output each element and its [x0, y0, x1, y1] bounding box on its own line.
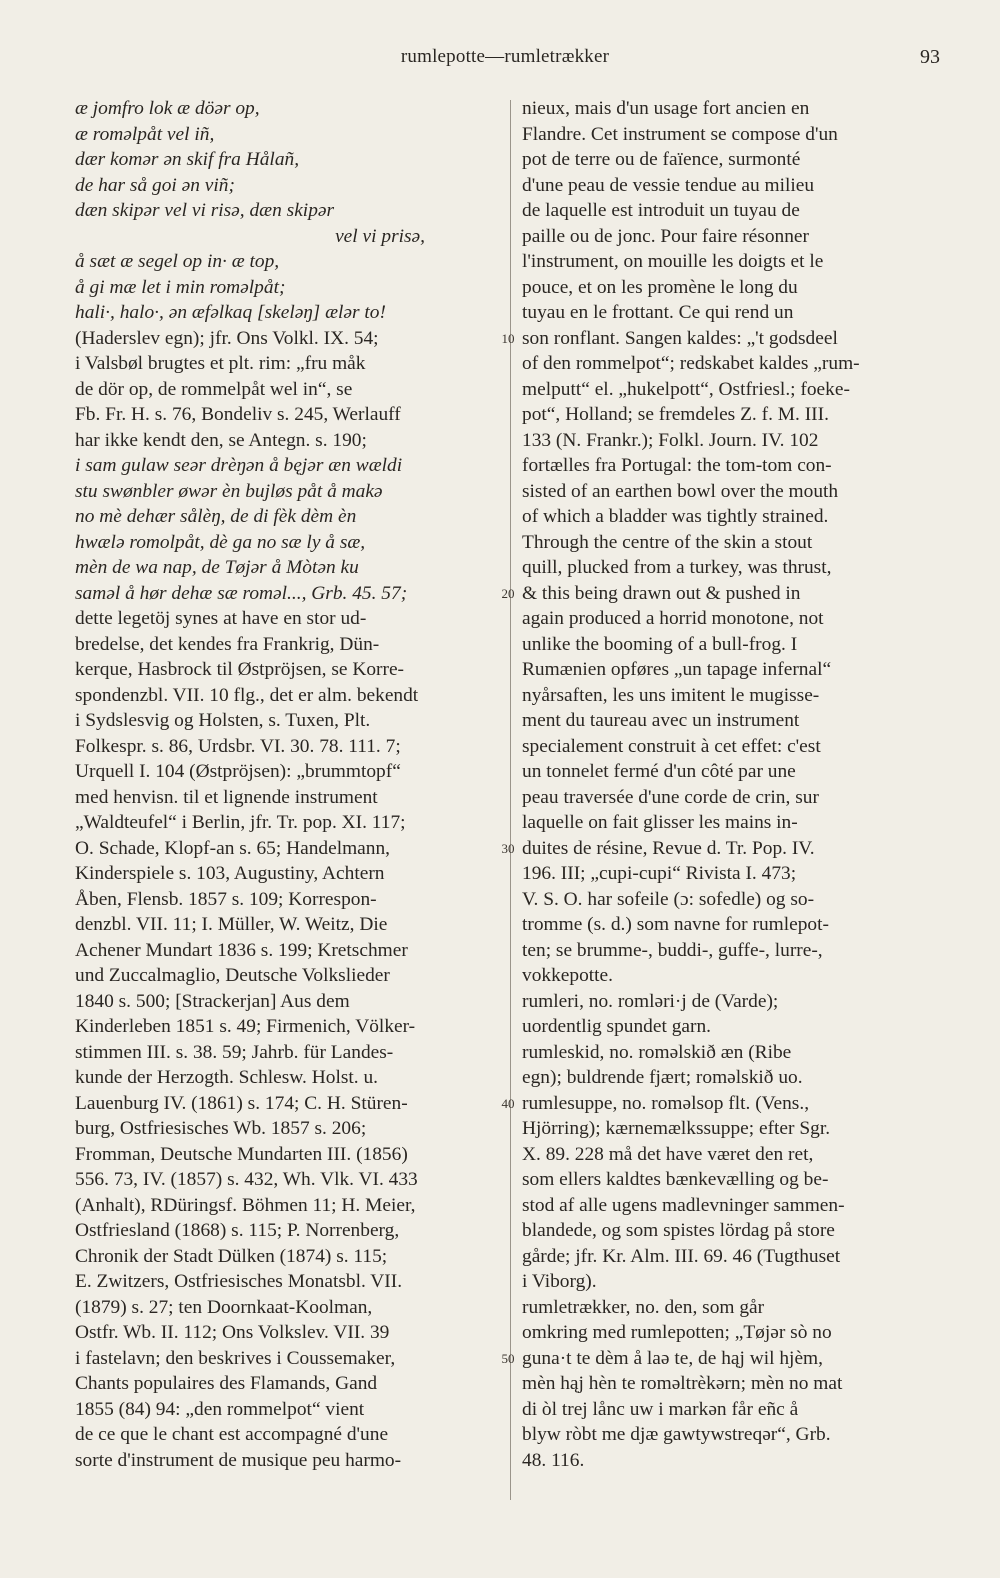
text-line: de laquelle est introduit un tuyau de	[522, 200, 800, 221]
text-line: dette legetöj synes at have en stor ud-	[75, 608, 367, 629]
text-line: blandede, og som spistes lördag på store	[522, 1220, 835, 1241]
text-line: hwælə romolpåt, dè ga no sæ ly å sæ,	[75, 531, 366, 553]
text-line: again produced a horrid monotone, not	[522, 608, 824, 629]
text-line: sorte d'instrument de musique peu harmo-	[75, 1449, 402, 1471]
text-line: laquelle on fait glisser les mains in-	[522, 812, 798, 833]
text-line: saməl å hør dehæ sæ roməl..., Grb. 45. 57;	[75, 582, 408, 604]
text-line: dær komər ən skif fra Hålañ,	[75, 149, 300, 170]
text-line: unlike the booming of a bull-frog. I	[522, 633, 798, 655]
text-line: å gi mæ let i min roməlpåt;	[75, 276, 286, 298]
text-line: O. Schade, Klopf-an s. 65; Handelmann,	[75, 837, 391, 859]
text-line: de dör op, de rommelpåt wel in“, se	[75, 378, 353, 400]
text-line: pouce, et on les promène le long du	[522, 276, 798, 298]
text-line: vokkepotte.	[522, 965, 614, 986]
text-line: stod af alle ugens madlevninger sammen-	[522, 1194, 845, 1216]
text-line: 1840 s. 500; [Strackerjan] Aus dem	[75, 990, 350, 1012]
text-line: rumleri, no. romləri·j de (Varde);	[522, 990, 779, 1012]
text-line: tromme (s. d.) som navne for rumlepot-	[522, 914, 829, 935]
line-number: 20	[501, 585, 515, 601]
text-line: Urquell I. 104 (Østpröjsen): „brummtopf“	[75, 761, 401, 782]
text-line: 196. III; „cupi-cupi“ Rivista I. 473;	[522, 863, 797, 884]
text-line: und Zuccalmaglio, Deutsche Volkslieder	[75, 965, 390, 986]
text-line: specialement construit à cet effet: c'est	[522, 735, 821, 757]
text-line: melputt“ el. „hukelpott“, Ostfriesl.; foeke-	[522, 378, 850, 400]
text-line: (Haderslev egn); jfr. Ons Volkl. IX. 54;	[75, 327, 379, 349]
text-line: blyw ròbt me djæ gawtywstreqər“, Grb.	[522, 1424, 831, 1445]
text-line: of which a bladder was tightly strained.	[522, 506, 829, 527]
text-line: Chronik der Stadt Dülken (1874) s. 115;	[75, 1245, 388, 1267]
text-line: fortælles fra Portugal: the tom-tom con-	[522, 455, 832, 476]
right-column	[522, 96, 942, 1473]
text-line: æ roməlpåt vel iñ,	[75, 123, 215, 145]
text-line: bredelse, det kendes fra Frankrig, Dün-	[75, 633, 380, 655]
text-line: duites de résine, Revue d. Tr. Pop. IV.	[522, 837, 815, 859]
text-line: spondenzbl. VII. 10 flg., det er alm. bekendt	[75, 684, 419, 706]
text-line: tuyau en le frottant. Ce qui rend un	[522, 302, 794, 323]
text-line: denzbl. VII. 11; I. Müller, W. Weitz, Die	[75, 914, 388, 935]
text-line: paille ou de jonc. Pour faire résonner	[522, 225, 809, 247]
text-line: Lauenburg IV. (1861) s. 174; C. H. Stüren-	[75, 1092, 408, 1114]
text-line: (Anhalt), RDüringsf. Böhmen 11; H. Meier,	[75, 1194, 416, 1216]
text-line: dæn skipər vel vi risə, dæn skipər	[75, 200, 335, 221]
text-line: of den rommelpot“; redskabet kaldes „rum-	[522, 353, 860, 374]
text-line: guna·t te dèm å laə te, de hąj wil hjèm,	[522, 1347, 823, 1369]
text-line: mèn de wa nap, de Tøjər å Mòtən ku	[75, 557, 359, 578]
text-line: X. 89. 228 må det have været den ret,	[522, 1143, 814, 1165]
text-line: i Valsbøl brugtes et plt. rim: „fru måk	[75, 353, 366, 374]
text-line: pot“, Holland; se fremdeles Z. f. M. III.	[522, 404, 829, 425]
text-line: Åben, Flensb. 1857 s. 109; Korrespon-	[75, 888, 377, 910]
text-line: 1855 (84) 94: „den rommelpot“ vient	[75, 1398, 365, 1420]
text-line: Achener Mundart 1836 s. 199; Kretschmer	[75, 939, 408, 961]
text-line: un tonnelet fermé d'un côté par une	[522, 761, 796, 782]
line-number: 30	[501, 840, 515, 856]
text-line: d'une peau de vessie tendue au milieu	[522, 174, 815, 196]
running-head: rumlepotte—rumletrækker	[400, 46, 610, 67]
text-line: med henvisn. til et lignende instrument	[75, 786, 378, 808]
text-line: Ostfr. Wb. II. 112; Ons Volkslev. VII. 39	[75, 1322, 390, 1343]
text-line: å sæt æ segel op in· æ top,	[75, 251, 280, 272]
text-line: vel vi prisə,	[335, 225, 425, 247]
text-line: Folkespr. s. 86, Urdsbr. VI. 30. 78. 111. 7;	[75, 735, 401, 757]
text-line: rumleskid, no. roməlskið æn (Ribe	[522, 1041, 792, 1063]
text-line: de ce que le chant est accompagné d'une	[75, 1424, 389, 1445]
text-line: rumlesuppe, no. roməlsop flt. (Vens.,	[522, 1092, 810, 1114]
text-line: stimmen III. s. 38. 59; Jahrb. für Landes-	[75, 1041, 394, 1063]
text-line: egn); buldrende fjært; roməlskið uo.	[522, 1067, 803, 1088]
page-header	[70, 46, 940, 76]
text-line: sisted of an earthen bowl over the mouth	[522, 480, 839, 502]
text-line: uordentlig spundet garn.	[522, 1016, 712, 1037]
text-line: Fromman, Deutsche Mundarten III. (1856)	[75, 1143, 408, 1165]
text-line: 556. 73, IV. (1857) s. 432, Wh. Vlk. VI. 433	[75, 1169, 418, 1190]
text-line: ten; se brumme-, buddi-, guffe-, lurre-,	[522, 939, 823, 961]
text-line: stu swønbler øwər èn bujløs påt å makə	[75, 480, 383, 502]
column-divider	[510, 100, 511, 1500]
text-line: (1879) s. 27; ten Doornkaat-Koolman,	[75, 1296, 373, 1318]
text-line: Kinderleben 1851 s. 49; Firmenich, Völker-	[75, 1016, 416, 1037]
text-line: i sam gulaw seər drèŋən å bęjər æn wældi	[75, 455, 403, 476]
text-line: i Viborg).	[522, 1271, 597, 1292]
left-column	[75, 96, 495, 1473]
text-line: Fb. Fr. H. s. 76, Bondeliv s. 245, Werlauff	[75, 404, 401, 425]
text-line: i fastelavn; den beskrives i Coussemaker,	[75, 1347, 396, 1369]
text-line: Hjörring); kærnemælkssuppe; efter Sgr.	[522, 1118, 831, 1139]
text-line: 133 (N. Frankr.); Folkl. Journ. IV. 102	[522, 429, 819, 451]
text-line: di òl trej lånc uw i markən får eñc å	[522, 1398, 799, 1420]
text-line: gårde; jfr. Kr. Alm. III. 69. 46 (Tugthuset	[522, 1245, 841, 1267]
text-line: Ostfriesland (1868) s. 115; P. Norrenberg,	[75, 1220, 400, 1241]
text-line: 48. 116.	[522, 1449, 585, 1471]
text-line: Chants populaires des Flamands, Gand	[75, 1373, 378, 1394]
text-line: „Waldteufel“ i Berlin, jfr. Tr. pop. XI. 117;	[75, 812, 406, 833]
text-line: nieux, mais d'un usage fort ancien en	[522, 98, 810, 119]
text-line: son ronflant. Sangen kaldes: „'t godsdeel	[522, 327, 838, 349]
text-line: de har så goi ən viñ;	[75, 174, 235, 196]
text-line: Flandre. Cet instrument se compose d'un	[522, 123, 838, 145]
text-line: omkring med rumlepotten; „Tøjər sò no	[522, 1322, 832, 1343]
text-line: V. S. O. har sofeile (ɔ: sofedle) og so-	[522, 888, 815, 910]
text-line: peau traversée d'une corde de crin, sur	[522, 786, 819, 808]
text-line: rumletrækker, no. den, som går	[522, 1296, 765, 1318]
text-line: i Sydslesvig og Holsten, s. Tuxen, Plt.	[75, 710, 371, 731]
page-number: 93	[920, 46, 940, 68]
text-line: & this being drawn out & pushed in	[522, 582, 801, 604]
text-line: ment du taureau avec un instrument	[522, 710, 800, 731]
text-line: æ jomfro lok æ döər op,	[75, 98, 260, 119]
text-line: Kinderspiele s. 103, Augustiny, Achtern	[75, 863, 385, 884]
text-line: kerque, Hasbrock til Østpröjsen, se Korre-	[75, 659, 405, 680]
text-line: burg, Ostfriesisches Wb. 1857 s. 206;	[75, 1118, 367, 1139]
text-line: hali·, halo·, ən æfəlkaq [skeləŋ] ælər to!	[75, 302, 386, 323]
text-line: quill, plucked from a turkey, was thrust,	[522, 557, 832, 578]
text-line: mèn hąj hèn te romәltrèkərn; mèn no mat	[522, 1373, 843, 1394]
text-line: E. Zwitzers, Ostfriesisches Monatsbl. VII.	[75, 1271, 403, 1292]
text-line: Rumænien opføres „un tapage infernal“	[522, 659, 832, 680]
text-line: pot de terre ou de faïence, surmonté	[522, 149, 801, 170]
line-number: 40	[501, 1095, 515, 1111]
text-line: l'instrument, on mouille les doigts et le	[522, 251, 824, 272]
text-line: har ikke kendt den, se Antegn. s. 190;	[75, 429, 367, 451]
text-line: no mè dehær sålèŋ, de di fèk dèm èn	[75, 506, 357, 527]
text-line: som ellers kaldtes bænkevælling og be-	[522, 1169, 829, 1190]
line-number: 10	[501, 330, 515, 346]
line-number: 50	[501, 1350, 515, 1366]
text-line: kunde der Herzogth. Schlesw. Holst. u.	[75, 1067, 379, 1088]
text-line: Through the centre of the skin a stout	[522, 531, 813, 553]
text-line: nyårsaften, les uns imitent le mugisse-	[522, 684, 820, 706]
